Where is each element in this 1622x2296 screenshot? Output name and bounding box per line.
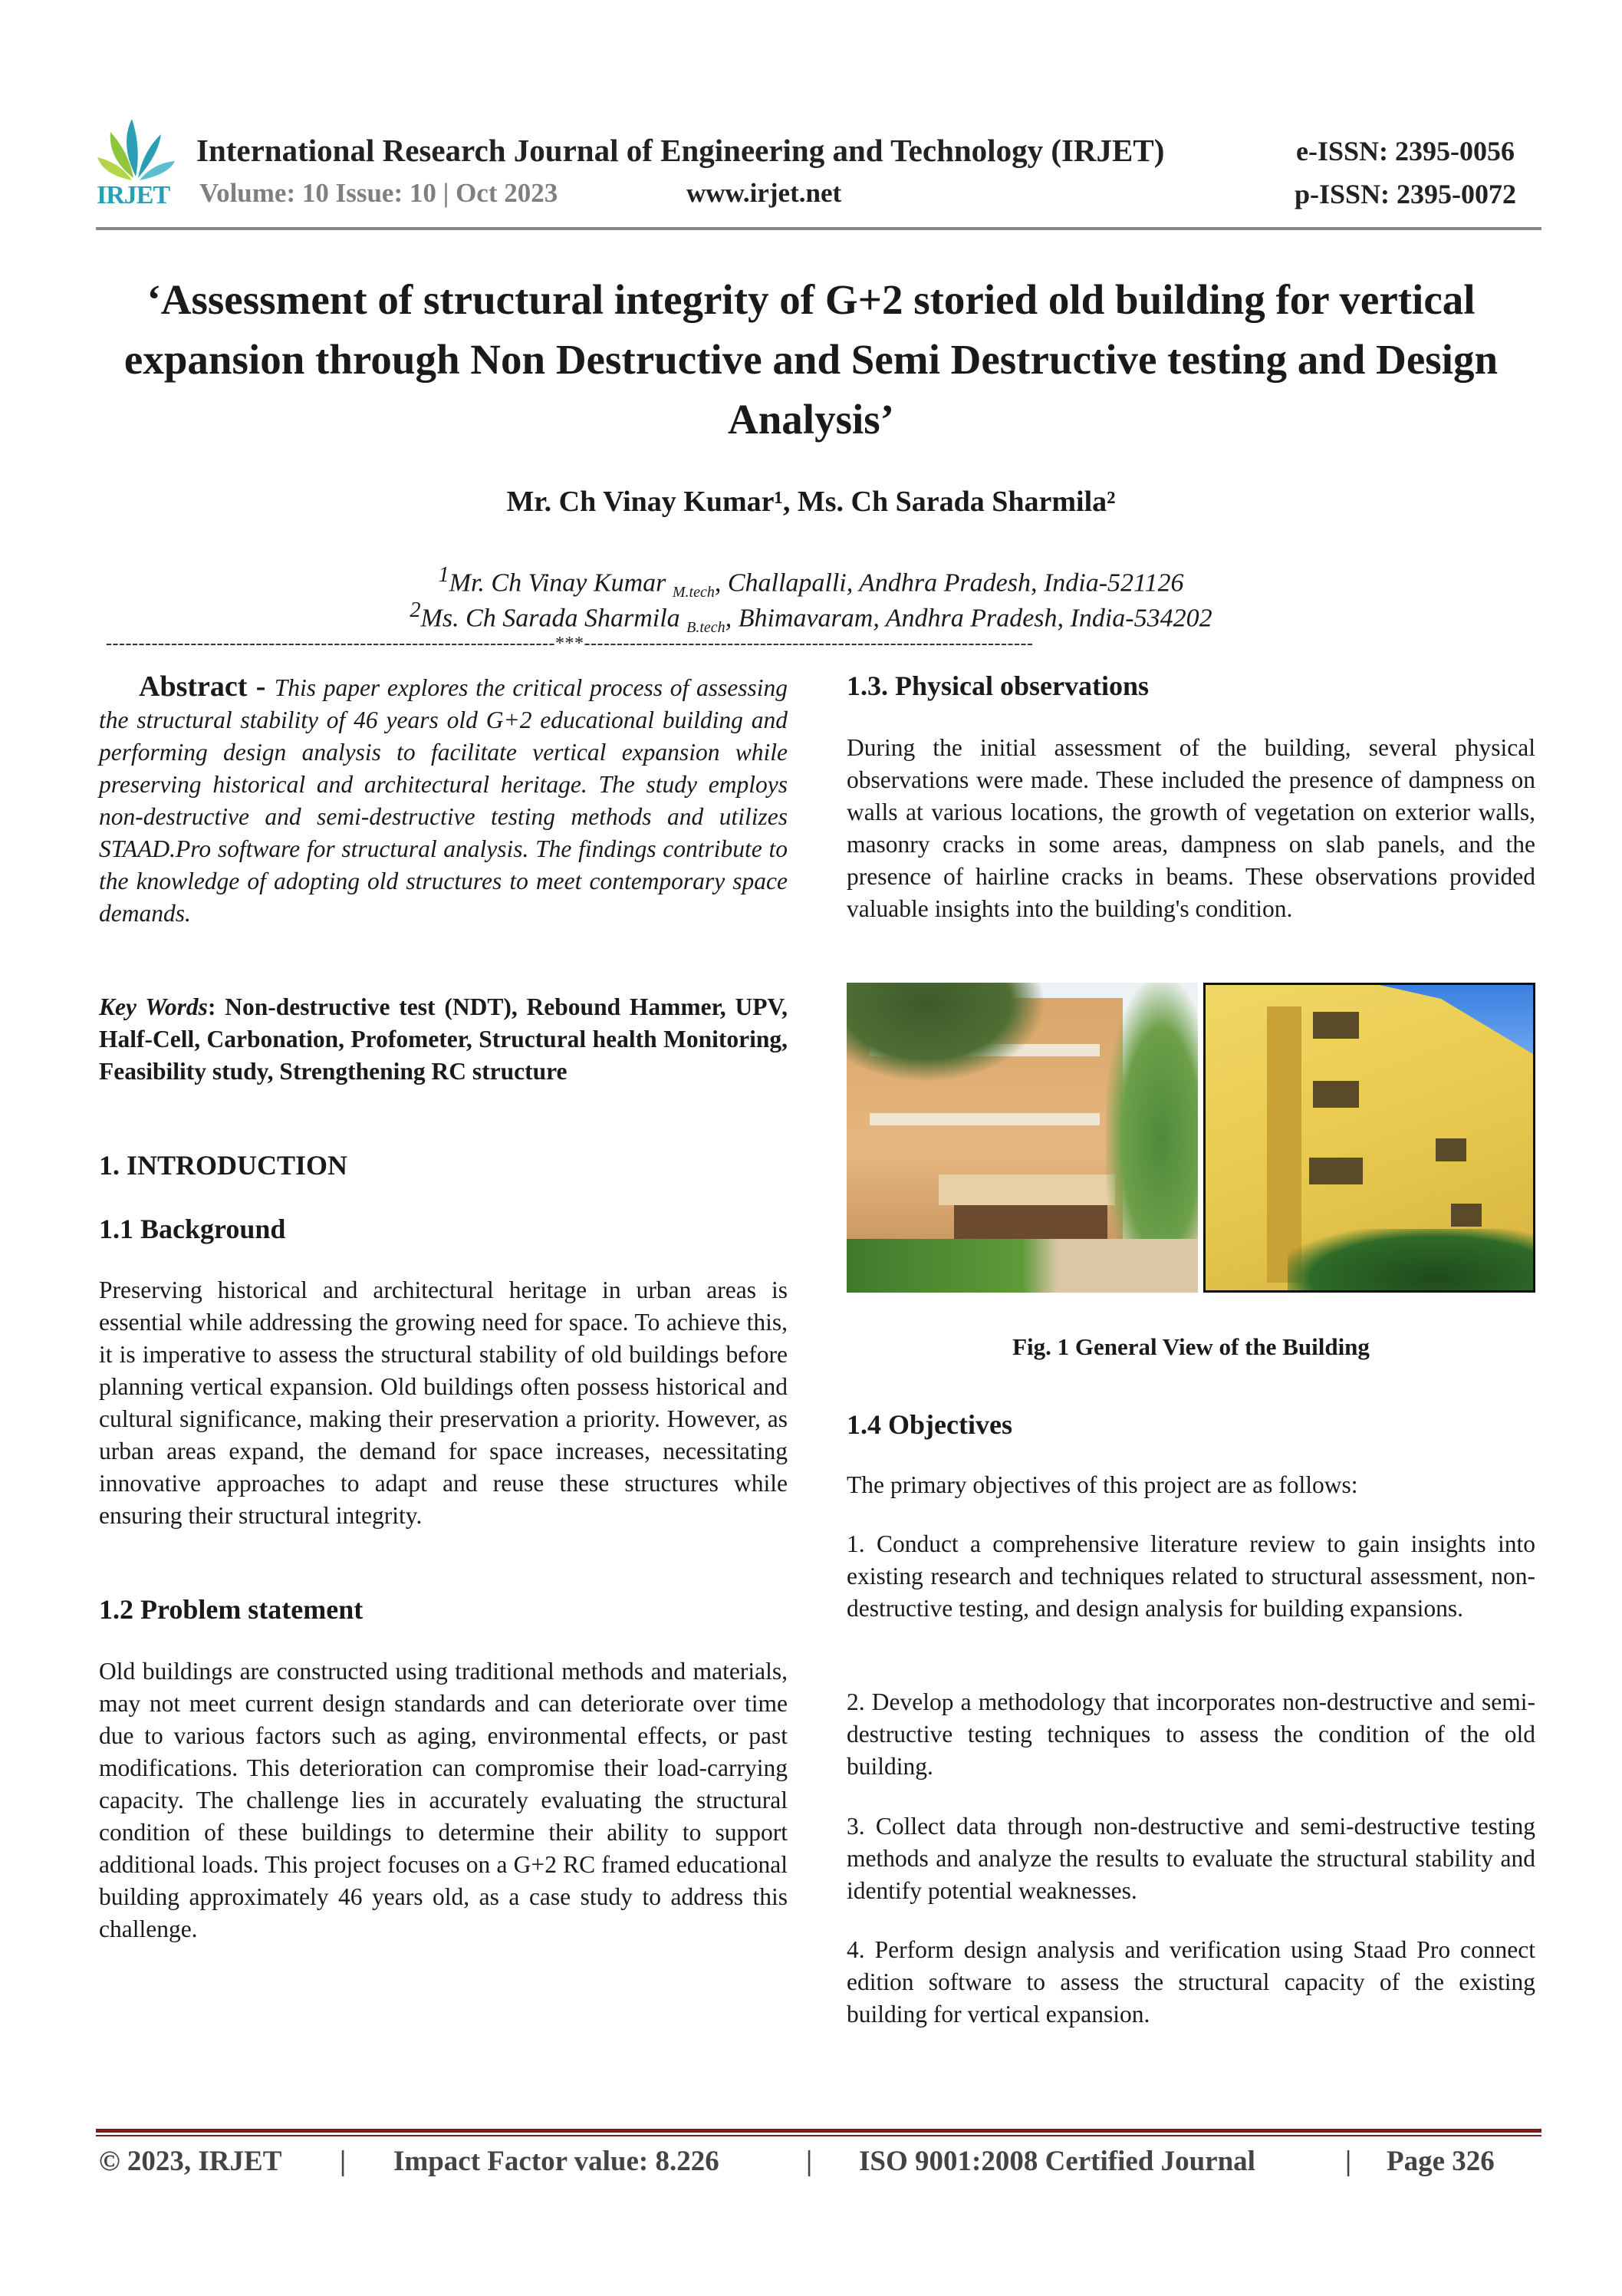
affiliation-1 [100,563,1522,601]
footer-impact-factor: Impact Factor value: 8.226 [393,2146,719,2177]
e-issn: e-ISSN: 2395-0056 [1296,136,1515,166]
aff-sup: 2 [410,598,421,622]
building-photo-side [1203,983,1535,1293]
section-heading-introduction: 1. INTRODUCTION [99,1150,348,1181]
aff-name: Ms. Ch Sarada Sharmila [420,604,680,633]
website-link[interactable]: www.irjet.net [686,178,842,208]
footer-rule [96,2129,1541,2133]
footer-separator: | [340,2146,347,2177]
objective-item: 2. Develop a methodology that incorporates non-destructive and semi-destructive testing techniques to assess the condition of the old building. [847,1688,1535,1780]
affiliation-2 [100,598,1522,637]
footer-rule-thin [96,2135,1541,2136]
aff-degree: B.tech [686,619,725,637]
background-paragraph: Preserving historical and architectural heritage in urban areas is essential while addressing the growing need for space. To achieve this, it is imperative to assess the structural stability of old buildings before planning vertical expansion. Old buildings often possess historical and cultural significance, making their preservation a priority. However, as urban areas expand, the demand for space increases, necessitating innovative approaches to adapt and reuse these structures while ensuring their structural integrity. [99,1276,788,1529]
footer-copyright: © 2023, IRJET [99,2146,282,2177]
aff-place: , Bhimavaram, Andhra Pradesh, India-534202 [725,604,1212,633]
footer-separator: | [806,2146,813,2177]
objective-item: 3. Collect data through non-destructive and semi-destructive testing methods and analyze the results to evaluate the structural stability and identify potential weaknesses. [847,1813,1535,1904]
footer-iso: ISO 9001:2008 Certified Journal [859,2146,1255,2177]
section-heading-objectives: 1.4 Objectives [847,1409,1012,1440]
logo-text: IRJET [97,181,170,209]
aff-name: Mr. Ch Vinay Kumar [449,568,666,598]
objectives-intro: The primary objectives of this project are as follows: [847,1471,1358,1498]
abstract-text: This paper explores the critical process of assessing the structural stability of 46 years old G+2 educational building and performing design analysis to facilitate vertical expansion while preserving historical and architectural heritage. The study employs non-destructive and semi-destructive testing methods and utilizes STAAD.Pro software for structural analysis. The findings contribute to the knowledge of adopting old structures to meet contemporary space demands. [99,674,788,927]
paper-title: ‘Assessment of structural integrity of G+2 storied old building for vertical expansion through Non Destructive and Semi Destructive testing and Design Analysis’ [123,276,1499,443]
abstract-label: Abstract - [139,670,275,703]
keywords-label: Key Words [99,993,208,1020]
section-heading-background: 1.1 Background [99,1214,286,1244]
header-rule [96,227,1541,230]
problem-paragraph: Old buildings are constructed using traditional methods and materials, may not meet current design standards and can deteriorate over time due to various factors such as aging, environmental effects, or past modifications. This deterioration can compromise their load-carrying capacity. The challenge lies in accurately evaluating the structural condition of these buildings to determine their ability to support additional loads. This project focuses on a G+2 RC framed educational building approximately 46 years old, as a case study to address this challenge. [99,1658,788,1942]
p-issn: p-ISSN: 2395-0072 [1295,179,1517,209]
objective-item: 4. Perform design analysis and verification using Staad Pro connect edition software to assess the structural capacity of the existing building for vertical expansion. [847,1936,1535,2028]
aff-degree: M.tech [672,584,715,601]
physical-paragraph: During the initial assessment of the building, several physical observations were made. These included the presence of dampness on walls at various locations, the growth of vegetation on exterior walls, masonry cracks in some areas, dampness on slab panels, and the presence of hairline cracks in beams. These observations provided valuable insights into the building's condition. [847,734,1535,922]
aff-place: , Challapalli, Andhra Pradesh, India-521126 [714,568,1184,598]
keywords [99,991,788,1088]
journal-title: International Research Journal of Engineering and Technology (IRJET) [196,133,1165,168]
section-heading-problem: 1.2 Problem statement [99,1594,364,1625]
irjet-logo [94,115,178,211]
building-photo-front [847,983,1198,1293]
separator-line: ---------------------------------------------------------------------***--------------------------------------------------------------------- [106,634,1034,654]
keywords-text: : Non-destructive test (NDT), Rebound Hammer, UPV, Half-Cell, Carbonation, Profometer, Structural health Monitoring, Feasibility study, Strengthening RC structure [99,993,788,1085]
abstract [99,670,788,930]
footer-separator: | [1345,2146,1352,2177]
objective-item: 1. Conduct a comprehensive literature review to gain insights into existing research and techniques related to structural assessment, non-destructive testing, and design analysis for building expansions. [847,1530,1535,1622]
volume-issue: Volume: 10 Issue: 10 | Oct 2023 [199,178,558,208]
footer-page-number: Page 326 [1387,2146,1495,2177]
figure-caption: Fig. 1 General View of the Building [1012,1333,1370,1360]
section-heading-physical: 1.3. Physical observations [847,670,1150,701]
aff-sup: 1 [438,563,449,587]
authors: Mr. Ch Vinay Kumar¹, Ms. Ch Sarada Sharmila² [506,486,1116,518]
